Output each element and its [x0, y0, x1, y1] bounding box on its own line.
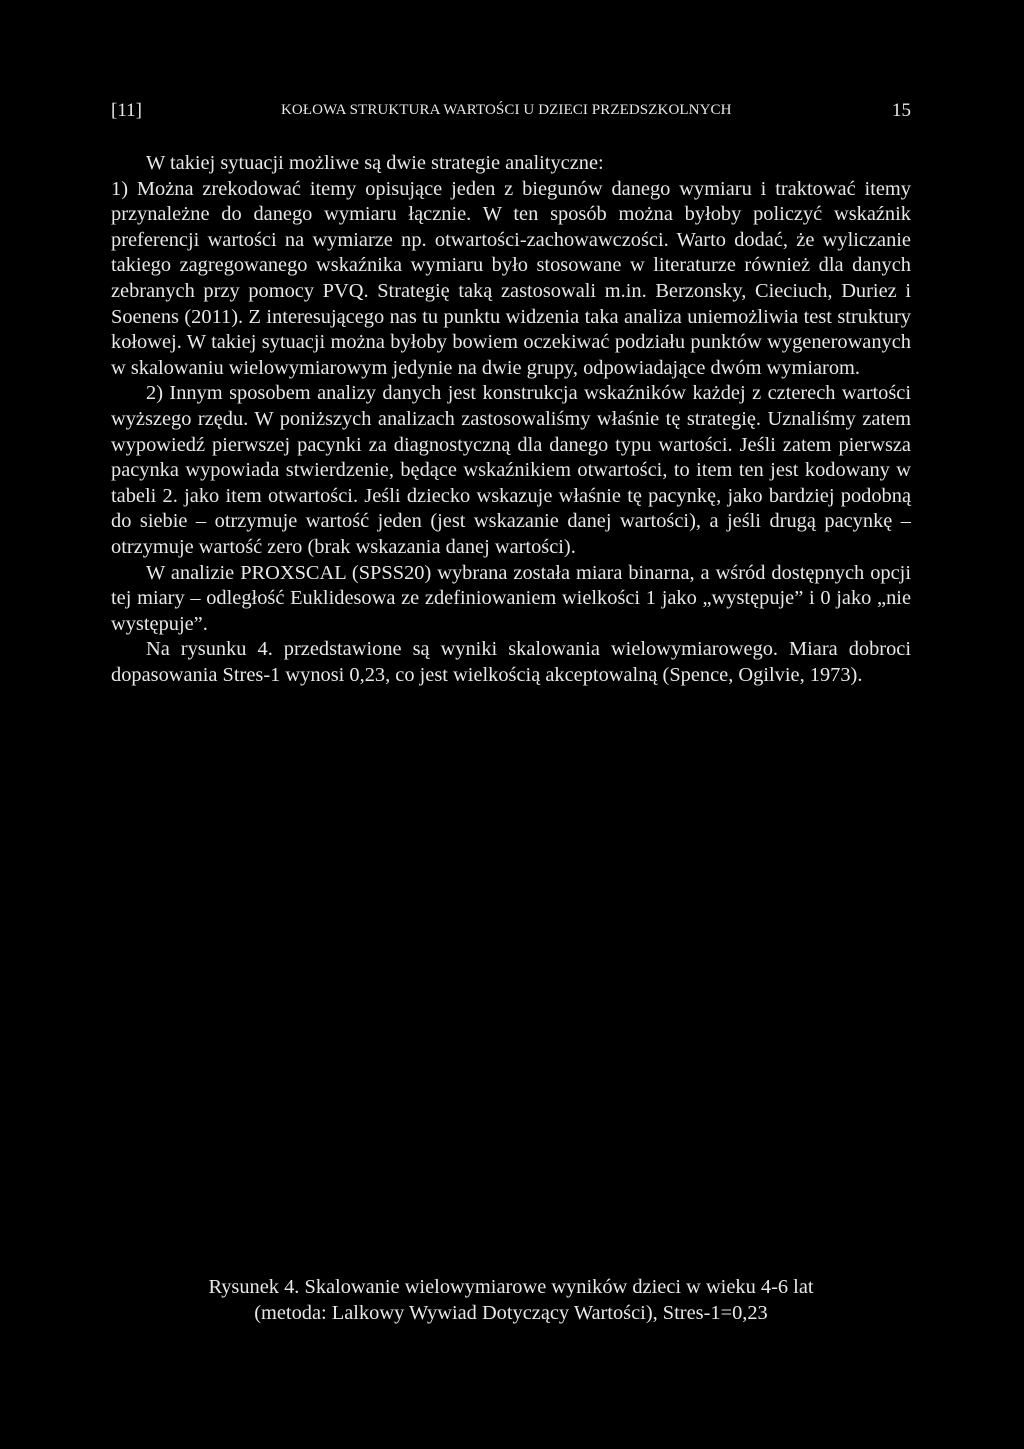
figure-caption [111, 1274, 911, 1326]
running-header [111, 100, 911, 128]
caption-line-2: (metoda: Lalkowy Wywiad Dotyczący Wartości), Stres-1=0,23 [254, 1302, 768, 1324]
page-number: 15 [892, 100, 911, 121]
paragraph-strategy-2: 2) Innym sposobem analizy danych jest konstrukcja wskaźników każdej z czterech wartości wyższego rzędu. W poniższych analizach zastosowaliśmy właśnie tę strategię. Uznaliśmy zatem wypowiedź pierwszej pacynki za diagnostyczną dla danego typu wartości. Jeśli zatem pierwsza pacynka wypowiada stwierdzenie, będące wskaźnikiem otwartości, to item ten jest kodowany w tabeli 2. jako item otwartości. Jeśli dziecko wskazuje właśnie tę pacynkę, jako bardziej podobną do siebie – otrzymuje wartość jeden (jest wskazanie danej wartości), a jeśli drugą pacynkę – otrzymuje wartość zero (brak wskazania danej wartości). [111, 382, 911, 558]
paragraph-intro: W takiej sytuacji możliwe są dwie strategie analityczne: [146, 152, 604, 174]
page-reference: [11] [111, 100, 142, 121]
figure-area [111, 800, 911, 1260]
paragraph-proxscal: W analizie PROXSCAL (SPSS20) wybrana została miara binarna, a wśród dostępnych opcji tej miary – odległość Euklidesowa ze zdefiniowaniem wielkości 1 jako „występuje” i 0 jako „nie występuje”. [111, 561, 911, 635]
paragraph-figure-reference: Na rysunku 4. przedstawione są wyniki skalowania wielowymiarowego. Miara dobroci dopasowania Stres-1 wynosi 0,23, co jest wielkością akceptowalną (Spence, Ogilvie, 1973). [111, 638, 911, 686]
paragraph-strategy-1: 1) Można zrekodować itemy opisujące jeden z biegunów danego wymiaru i traktować itemy przynależne do danego wymiaru łącznie. W ten sposób można byłoby policzyć wskaźnik preferencji wartości na wymiarze np. otwartości-zachowawczości. Warto dodać, że wyliczanie takiego zagregowanego wskaźnika wymiaru było stosowane w literaturze również dla danych zebranych przy pomocy PVQ. Strategię taką zastosowali m.in. Berzonsky, Cieciuch, Duriez i Soenens (2011). Z interesującego nas tu punktu widzenia taka analiza uniemożliwia test struktury kołowej. W takiej sytuacji można byłoby bowiem oczekiwać podziału punktów wygenerowanych w skalowaniu wielowymiarowym jedynie na dwie grupy, odpowiadające dwóm wymiarom. [111, 177, 911, 379]
caption-line-1: Rysunek 4. Skalowanie wielowymiarowe wyników dzieci w wieku 4-6 lat [208, 1276, 814, 1298]
body-text [111, 151, 911, 688]
running-title: KOŁOWA STRUKTURA WARTOŚCI U DZIECI PRZEDSZKOLNYCH [281, 102, 732, 118]
